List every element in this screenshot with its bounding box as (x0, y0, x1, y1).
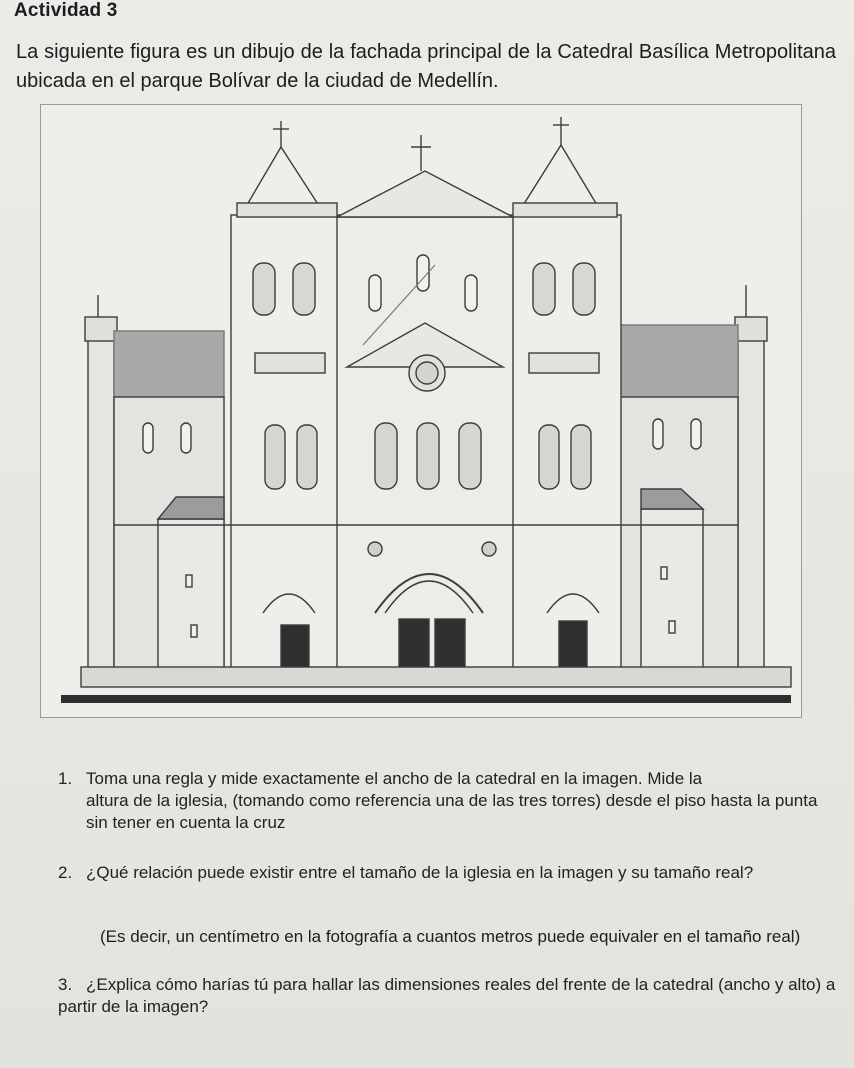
question-1-rest: altura de la iglesia, (tomando como referencia una de las tres torres) desde el piso hasta la punta sin tener en cuenta la cruz (86, 791, 818, 832)
question-3-number: 3. (58, 975, 73, 994)
cathedral-drawing (41, 105, 801, 717)
question-1-line1: Toma una regla y mide exactamente el ancho de la catedral en la imagen. Mide la (86, 769, 703, 788)
intro-paragraph: La siguiente figura es un dibujo de la fachada principal de la Catedral Basílica Metropolitana ubicada en el parque Bolívar de la ciudad de Medellín. (16, 41, 836, 92)
question-2-note: (Es decir, un centímetro en la fotografía a cuantos metros puede equivaler en el tamaño real) (100, 927, 801, 946)
cathedral-figure (40, 104, 802, 718)
question-3 (58, 974, 838, 1018)
question-2 (58, 862, 838, 884)
question-2-number: 2. (58, 863, 73, 882)
question-1 (58, 768, 828, 834)
question-2-text: ¿Qué relación puede existir entre el tamaño de la iglesia en la imagen y su tamaño real? (86, 863, 754, 882)
question-3-text: ¿Explica cómo harías tú para hallar las dimensiones reales del frente de la catedral (ancho y alto) a partir de la imagen? (58, 975, 836, 1016)
activity-title: Actividad 3 (14, 0, 118, 21)
question-1-number: 1. (58, 769, 73, 788)
